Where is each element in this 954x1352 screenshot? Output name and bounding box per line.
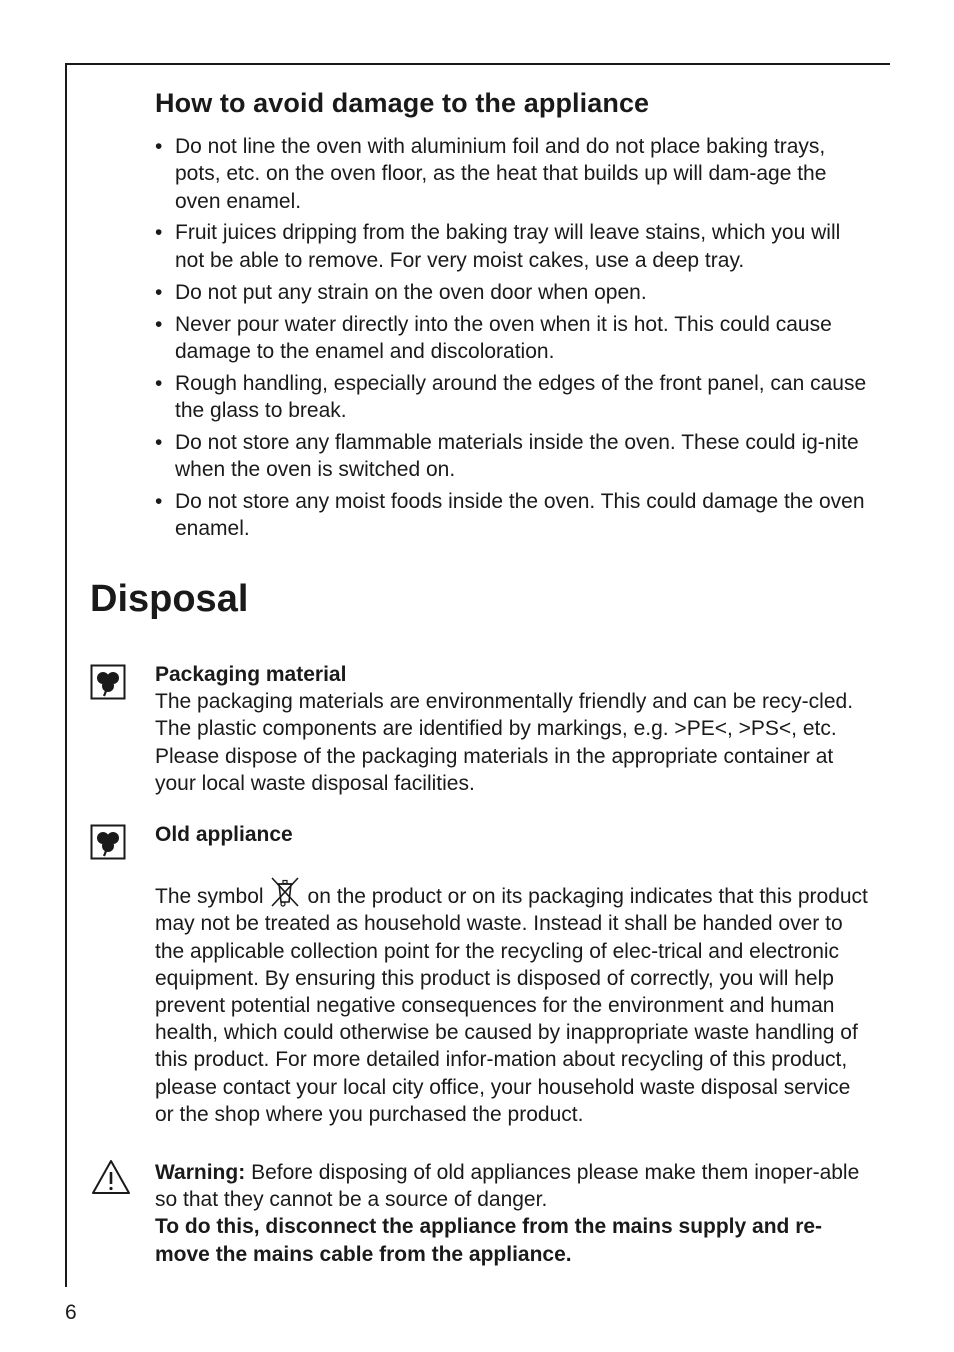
warning-message: Before disposing of old appliances please make them inoper-able so that they cannot be a source of danger.: [155, 1161, 860, 1212]
warning-instruction: To do this, disconnect the appliance from the mains supply and re-move the mains cable from the appliance.: [155, 1215, 823, 1266]
page-number: 6: [65, 1301, 77, 1324]
list-item: • Do not store any flammable materials inside the oven. These could ig-nite when the oven is switched on.: [155, 429, 870, 484]
warning-block: [155, 1159, 870, 1268]
symbol-lead-text: The symbol: [155, 885, 264, 909]
warning-label: Warning:: [155, 1161, 246, 1184]
list-item: • Do not line the oven with aluminium foil and do not place baking trays, pots, etc. on the oven floor, as the heat that builds up will dam-age the oven enamel.: [155, 133, 870, 215]
packaging-material-text: The packaging materials are environmentally friendly and can be recy-cled. The plastic components are identified by markings, e.g. >PE<, >PS<, etc. Please dispose of the packaging materials in the appropriate container at your local waste disposal facilities.: [155, 690, 854, 795]
list-item: • Rough handling, especially around the edges of the front panel, can cause the glass to break.: [155, 370, 870, 425]
packaging-material-block: [155, 661, 870, 797]
crossed-out-wheelie-bin-icon: [268, 875, 302, 909]
page-frame-left-rule: [65, 63, 67, 1287]
environment-clover-icon: [90, 824, 126, 860]
damage-avoidance-list: [155, 133, 870, 547]
warning-text: [155, 1159, 870, 1213]
section-heading: How to avoid damage to the appliance: [155, 88, 650, 118]
old-appliance-block: [155, 821, 870, 1128]
warning-triangle-icon: [90, 1158, 132, 1196]
old-appliance-title: Old appliance: [155, 823, 293, 846]
packaging-material-title: Packaging material: [155, 663, 347, 686]
list-item: • Do not store any moist foods inside the oven. This could damage the oven enamel.: [155, 488, 870, 543]
list-item: • Do not put any strain on the oven door when open.: [155, 279, 870, 306]
page-frame-top-rule: [65, 63, 890, 65]
symbol-explanation-text: on the product or on its packaging indicates that this product may not be treated as household waste. Instead it shall be handed over to the applicable collection point for the recycling of elec-trical and electronic equipment. By ensuring this product is disposed of correctly, you will help prevent potential negative consequences for the environment and human health, which could otherwise be caused by inappropriate waste handling of this product. For more detailed infor-mation about recycling of this product, please contact your local city office, your household waste disposal service or the shop where you purchased the product.: [155, 885, 868, 1126]
list-item: • Fruit juices dripping from the baking tray will leave stains, which you will not be able to remove. For very moist cakes, use a deep tray.: [155, 219, 870, 274]
environment-clover-icon: [90, 664, 126, 700]
disposal-title: Disposal: [90, 578, 249, 620]
list-item: • Never pour water directly into the oven when it is hot. This could cause damage to the enamel and discoloration.: [155, 311, 870, 366]
old-appliance-text: [155, 875, 870, 1128]
